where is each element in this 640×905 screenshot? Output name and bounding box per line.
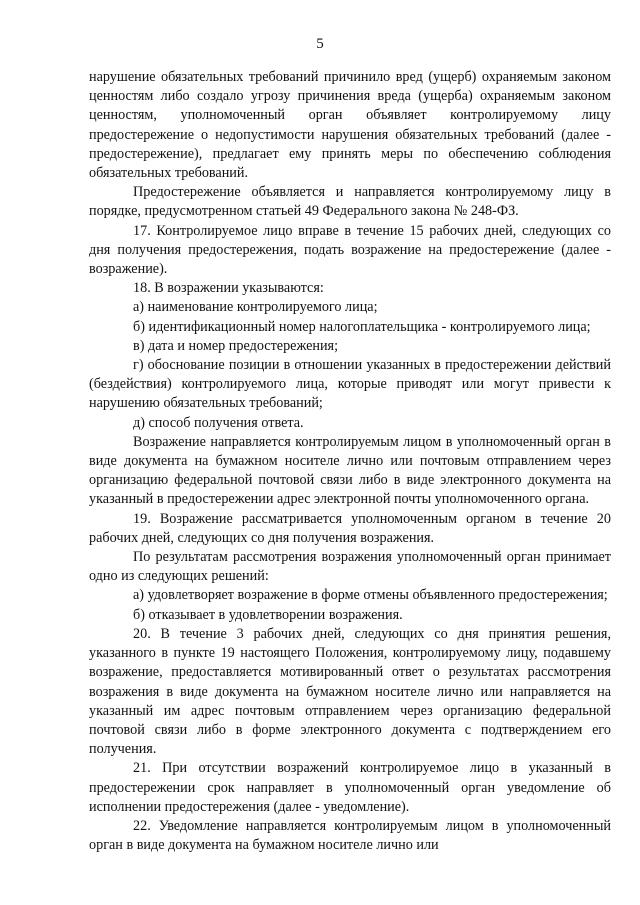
paragraph-10: Возражение направляется контролируемым лицом в уполномоченный орган в виде документа на бумажном носителе лично или почтовым отправлением через организацию федеральной почтовой связи либо в виде электронного документа на указанный в предостережении адрес электронной почты уполномоченного органа. — [89, 433, 611, 508]
paragraph-3: 17. Контролируемое лицо вправе в течение 15 рабочих дней, следующих со дня получения предостережения, подать возражение на предостережение (далее - возражение). — [89, 222, 611, 278]
page-number: 5 — [316, 36, 324, 52]
paragraph-11: 19. Возражение рассматривается уполномоченным органом в течение 20 рабочих дней, следующих со дня получения возражения. — [89, 510, 611, 546]
paragraph-8: г) обоснование позиции в отношении указанных в предостережении действий (бездействия) контролируемого лица, которые приводят или могут привести к нарушению обязательных требований; — [89, 357, 611, 412]
paragraph-6: б) идентификационный номер налогоплательщика - контролируемого лица; — [133, 318, 591, 335]
paragraph-1: нарушение обязательных требований причинило вред (ущерб) охраняемым законом ценностям либо создало угрозу причинения вреда (ущерба) охраняемым законом ценностям, уполномоченный орган объявляет контролируемому лицу предостережение о недопустимости нарушения обязательных требований (далее - предостережение), предлагает ему принять меры по обеспечению соблюдения обязательных требований. — [89, 69, 611, 182]
paragraph-15: 20. В течение 3 рабочих дней, следующих со дня принятия решения, указанного в пункте 19 настоящего Положения, контролируемому лицу, подавшему возражение, предоставляется мотивированный ответ о результатах рассмотрения возражения в виде документа на бумажном носителе лично или направляется на указанный им адрес почтовым отправлением через организацию федеральной почтовой связи либо в форме электронного документа с подтверждением его получения. — [89, 625, 611, 758]
paragraph-9: д) способ получения ответа. — [133, 414, 304, 431]
paragraph-2: Предостережение объявляется и направляется контролируемому лицу в порядке, предусмотренном статьей 49 Федерального закона № 248-ФЗ. — [89, 184, 611, 220]
paragraph-4: 18. В возражении указываются: — [133, 280, 324, 297]
paragraph-13: а) удовлетворяет возражение в форме отмены объявленного предостережения; — [133, 587, 608, 604]
document-body — [89, 68, 611, 855]
paragraph-5: а) наименование контролируемого лица; — [133, 299, 378, 316]
paragraph-17: 22. Уведомление направляется контролируемым лицом в уполномоченный орган в виде документа на бумажном носителе лично или — [89, 817, 611, 854]
paragraph-12: По результатам рассмотрения возражения уполномоченный орган принимает одно из следующих решений: — [89, 549, 611, 585]
paragraph-7: в) дата и номер предостережения; — [133, 337, 339, 354]
paragraph-14: б) отказывает в удовлетворении возражения. — [133, 606, 403, 623]
paragraph-16: 21. При отсутствии возражений контролируемое лицо в указанный в предостережении срок направляет в уполномоченный орган уведомление об исполнении предостережения (далее - уведомление). — [89, 760, 611, 815]
